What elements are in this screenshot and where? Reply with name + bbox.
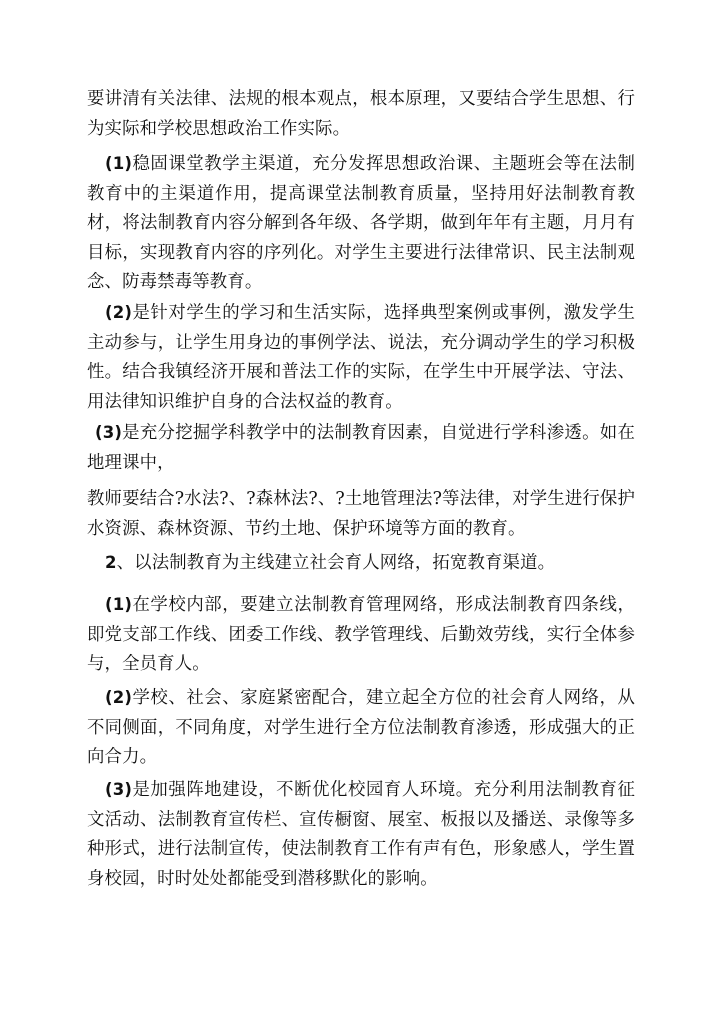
paragraph-5	[87, 548, 635, 579]
paragraph-2	[87, 298, 635, 417]
paragraph-2-text: 是针对学生的学习和生活实际，选择典型案例或事例，激发学生主动参与，让学生用身边的事例学法、说法，充分调动学生的学习积极性。结合我镇经济开展和普法工作的实际，在学生中开展学法、守法、用法律知识维护自身的合法权益的教育。	[87, 303, 635, 412]
paragraph-0-text: 要讲清有关法律、法规的根本观点，根本原理，又要结合学生思想、行为实际和学校思想政治工作实际。	[87, 89, 635, 139]
paragraph-1-text: 稳固课堂教学主渠道，充分发挥思想政治课、主题班会等在法制教育中的主渠道作用，提高课堂法制教育质量，坚持用好法制教育教材，将法制教育内容分解到各年级、各学期，做到年年有主题，月月有目标，实现教育内容的序列化。对学生主要进行法律常识、民主法制观念、防毒禁毒等教育。	[87, 154, 635, 292]
paragraph-5-number: 2	[105, 553, 117, 572]
paragraph-8-number: (3)	[105, 780, 133, 799]
paragraph-4	[87, 484, 635, 544]
paragraph-2-number: (2)	[105, 303, 133, 322]
paragraph-3-number: (3)	[95, 423, 123, 442]
paragraph-3	[87, 418, 635, 478]
paragraph-5-text: 、以法制教育为主线建立社会育人网络，拓宽教育渠道。	[116, 553, 556, 573]
paragraph-3-text: 是充分挖掘学科教学中的法制教育因素，自觉进行学科渗透。如在地理课中，	[87, 423, 635, 473]
paragraph-6-number: (1)	[105, 595, 133, 614]
paragraph-1	[87, 149, 635, 298]
paragraph-7	[87, 683, 635, 773]
paragraph-8	[87, 775, 635, 894]
paragraph-7-number: (2)	[105, 688, 133, 707]
paragraph-7-text: 学校、社会、家庭紧密配合，建立起全方位的社会育人网络，从不同侧面，不同角度，对学生进行全方位法制教育渗透，形成强大的正向合力。	[87, 688, 635, 767]
paragraph-8-text: 是加强阵地建设，不断优化校园育人环境。充分利用法制教育征文活动、法制教育宣传栏、宣传橱窗、展室、板报以及播送、录像等多种形式，进行法制宣传，使法制教育工作有声有色，形象感人，学生置身校园，时时处处都能受到潜移默化的影响。	[87, 780, 635, 889]
paragraph-6-text: 在学校内部，要建立法制教育管理网络，形成法制教育四条线，即党支部工作线、团委工作线、教学管理线、后勤效劳线，实行全体参与，全员育人。	[87, 595, 635, 674]
paragraph-6	[87, 590, 635, 680]
paragraph-0	[87, 84, 635, 144]
paragraph-1-number: (1)	[105, 154, 133, 173]
paragraph-4-text: 教师要结合?水法?、?森林法?、?土地管理法?等法律，对学生进行保护水资源、森林资源、节约土地、保护环境等方面的教育。	[87, 489, 635, 539]
